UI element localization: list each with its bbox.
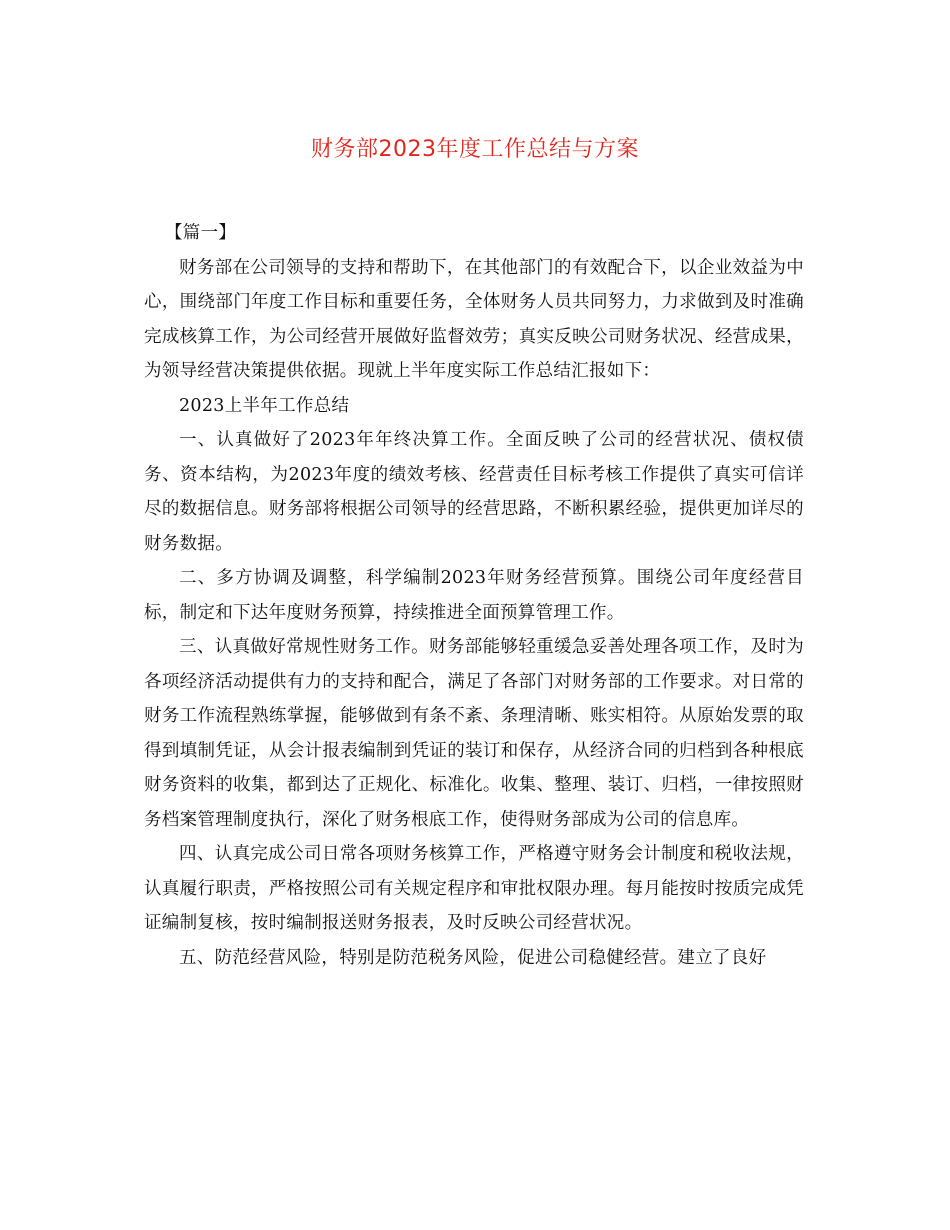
- paragraph-item-2: 二、多方协调及调整，科学编制2023年财务经营预算。围绕公司年度经营目标，制定和下达年度财务预算，持续推进全面预算管理工作。: [144, 568, 804, 623]
- intro-paragraph: 财务部在公司领导的支持和帮助下，在其他部门的有效配合下，以企业效益为中心，围绕部门年度工作目标和重要任务，全体财务人员共同努力，力求做到及时准确完成核算工作，为公司经营开展做好监督效劳；真实反映公司财务状况、经营成果，为领导经营决策提供依据。现就上半年度实际工作总结汇报如下：: [144, 257, 804, 381]
- paragraph-item-4: 四、认真完成公司日常各项财务核算工作，严格遵守财务会计制度和税收法规，认真履行职责，严格按照公司有关规定程序和审批权限办理。每月能按时按质完成凭证编制复核，按时编制报送财务报表，及时反映公司经营状况。: [144, 844, 804, 933]
- document-title: 财务部2023年度工作总结与方案: [311, 137, 639, 162]
- paragraph-item-1: 一、认真做好了2023年年终决算工作。全面反映了公司的经营状况、债权债务、资本结构，为2023年度的绩效考核、经营责任目标考核工作提供了真实可信详尽的数据信息。财务部将根据公司领导的经营思路，不断积累经验，提供更加详尽的财务数据。: [144, 430, 804, 554]
- section-tag: 【篇一】: [165, 223, 237, 243]
- paragraph-item-5: 五、防范经营风险，特别是防范税务风险，促进公司稳健经营。建立了良好: [179, 947, 767, 968]
- paragraph-item-3: 三、认真做好常规性财务工作。财务部能够轻重缓急妥善处理各项工作，及时为各项经济活动提供有力的支持和配合，满足了各部门对财务部的工作要求。对日常的财务工作流程熟练掌握，能够做到有条不紊、条理清晰、账实相符。从原始发票的取得到填制凭证，从会计报表编制到凭证的装订和保存，从经济合同的归档到各种根底财务资料的收集，都到达了正规化、标准化。收集、整理、装订、归档，一律按照财务档案管理制度执行，深化了财务根底工作，使得财务部成为公司的信息库。: [144, 637, 804, 830]
- document-body: [144, 216, 804, 975]
- section-heading: 2023上半年工作总结: [179, 395, 350, 416]
